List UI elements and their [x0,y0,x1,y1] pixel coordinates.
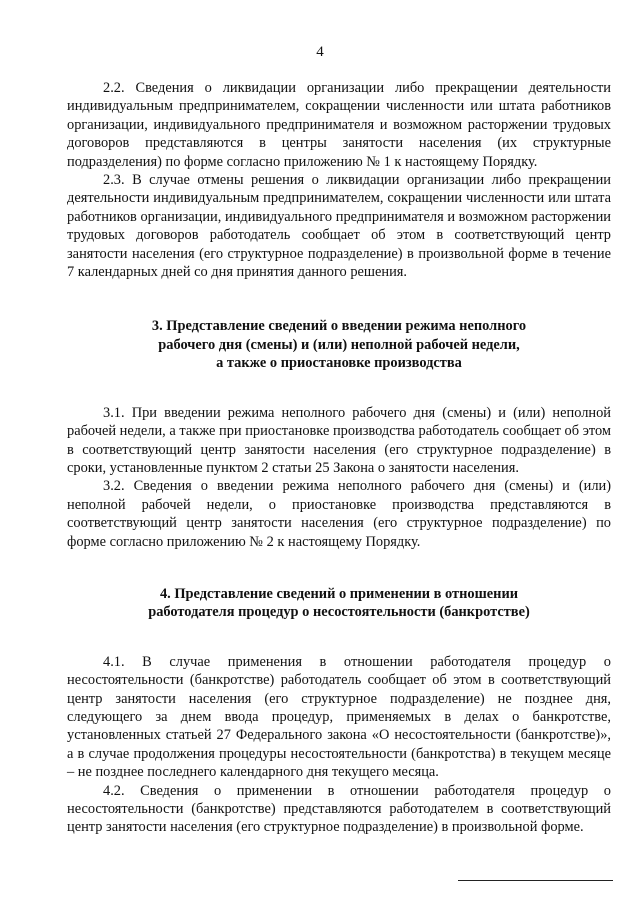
page-number: 4 [316,44,324,60]
section-3-heading-line-2: рабочего дня (смены) и (или) неполной рабочей недели, [158,336,520,353]
section-3 [67,317,611,550]
section-4 [67,585,611,837]
paragraph-2-3: 2.3. В случае отмены решения о ликвидации организации либо прекращении деятельности индивидуальным предпринимателем, сокращении численности или штата работников организации, индивидуального предпринимателя и возможном расторжении трудовых договоров работодатель сообщает об этом в соответствующий центр занятости населения (его структурное подразделение) в произвольной форме в течение 7 календарных дней со дня принятия данного решения. [67,172,611,281]
section-3-heading-line-1: 3. Представление сведений о введении режима неполного [151,318,527,335]
section-4-heading-line-1: 4. Представление сведений о применении в отношении [159,585,519,602]
paragraph-4-2: 4.2. Сведения о применении в отношении работодателя процедур о несостоятельности (банкротстве) представляются работодателем в соответствующий центр занятости населения (его структурное подразделение) в произвольной форме. [67,782,611,836]
document-body [67,79,611,837]
paragraph-4-1: 4.1. В случае применения в отношении работодателя процедур о несостоятельности (банкротстве) работодатель сообщает об этом в соответствующий центр занятости населения (его структурное подразделение) не позднее дня, следующего за днем ввода процедур, применяемых в делах о банкротстве, установленных статьей 27 Федерального закона «О несостоятельности (банкротстве)», а в случае продолжения процедуры несостоятельности (банкротства) в текущем месяце – не позднее последнего календарного дня текущего месяца. [67,653,611,781]
footnote-divider [458,880,613,881]
paragraph-3-1: 3.1. При введении режима неполного рабочего дня (смены) и (или) неполной рабочей недели, а также при приостановке производства работодатель сообщает об этом в соответствующий центр занятости населения (его структурное подразделение) в сроки, установленные пунктом 2 статьи 25 Закона о занятости населения. [67,404,611,476]
section-3-heading [67,317,611,372]
section-3-heading-line-3: а также о приостановке производства [216,355,462,372]
paragraph-2-2: 2.2. Сведения о ликвидации организации либо прекращении деятельности индивидуальным предпринимателем, сокращении численности или штата работников организации, индивидуального предпринимателя и возможном расторжении трудовых договоров представляются в центры занятости населения (их структурные подразделения) по форме согласно приложению № 1 к настоящему Порядку. [67,80,611,170]
section-2-continuation [67,79,611,281]
paragraph-3-2: 3.2. Сведения о введении режима неполного рабочего дня (смены) и (или) неполной рабочей недели, о приостановке производства представляются в соответствующий центр занятости населения (его структурное подразделение) по форме согласно приложению № 2 к настоящему Порядку. [67,478,611,550]
section-4-heading-line-2: работодателя процедур о несостоятельности (банкротстве) [148,604,530,621]
section-4-heading [67,585,611,622]
